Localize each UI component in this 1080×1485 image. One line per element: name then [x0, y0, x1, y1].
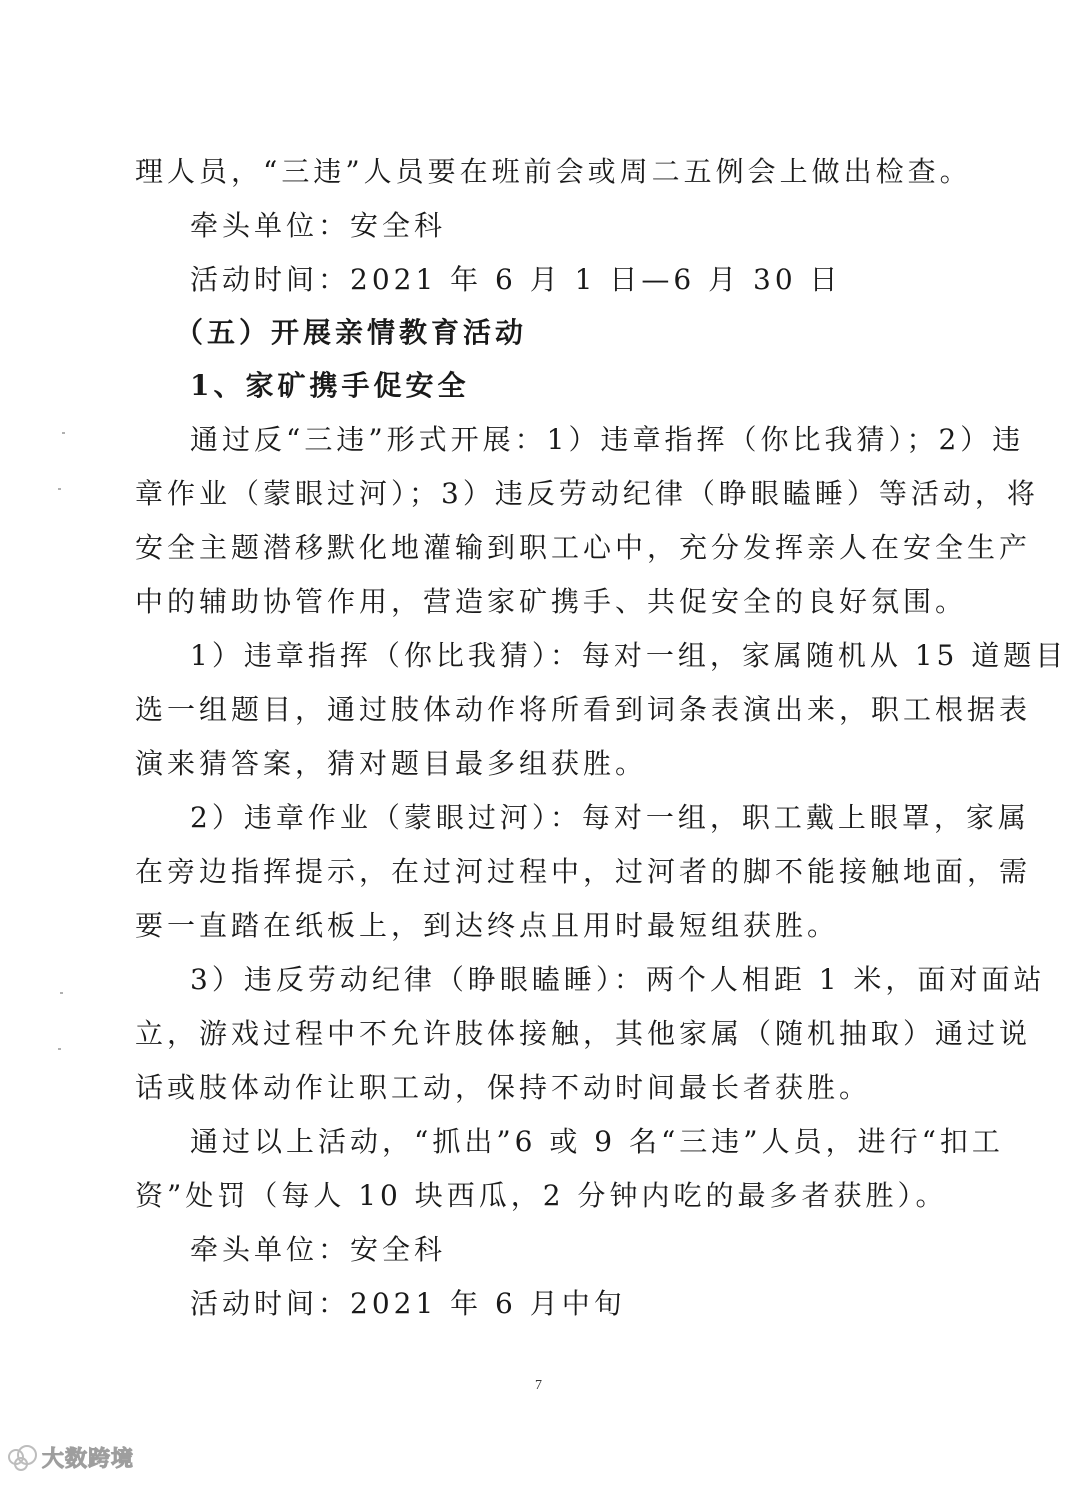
subsection-heading: 1、家矿携手促安全 [190, 369, 470, 402]
text-line: 要一直踏在纸板上，到达终点且用时最短组获胜。 [135, 909, 840, 942]
watermark-text: 大数跨境 [42, 1446, 135, 1472]
scan-speck [60, 992, 63, 994]
scan-speck [58, 488, 61, 490]
text-line: 通过以上活动，“抓出”6 或 9 名“三违”人员，进行“扣工 [190, 1125, 1004, 1158]
scan-speck [62, 432, 65, 434]
text-line: 安全主题潜移默化地灌输到职工心中，充分发挥亲人在安全生产 [135, 531, 1032, 564]
text-line: 章作业（蒙眼过河）；3）违反劳动纪律（睁眼瞌睡）等活动，将 [135, 477, 1039, 510]
text-line: 牵头单位：安全科 [190, 209, 447, 242]
watermark [8, 1440, 134, 1474]
text-line: 资”处罚（每人 10 块西瓜，2 分钟内吃的最多者获胜）。 [135, 1179, 948, 1212]
text-line: 在旁边指挥提示，在过河过程中，过河者的脚不能接触地面，需 [135, 855, 1032, 888]
text-line: 通过反“三违”形式开展：1）违章指挥（你比我猜）；2）违 [190, 423, 1025, 456]
text-line: 活动时间：2021 年 6 月中旬 [190, 1287, 626, 1320]
text-line: 选一组题目，通过肢体动作将所看到词条表演出来，职工根据表 [135, 693, 1032, 726]
text-line: 3）违反劳动纪律（睁眼瞌睡）：两个人相距 1 米，面对面站 [190, 963, 1046, 996]
text-line: 理人员，“三违”人员要在班前会或周二五例会上做出检查。 [135, 155, 972, 188]
page-number: 7 [535, 1378, 542, 1393]
section-heading: （五）开展亲情教育活动 [175, 316, 528, 349]
text-line: 话或肢体动作让职工动，保持不动时间最长者获胜。 [135, 1071, 872, 1104]
watermark-logo-icon [8, 1445, 38, 1469]
text-line: 活动时间：2021 年 6 月 1 日—6 月 30 日 [190, 263, 842, 296]
text-line: 牵头单位：安全科 [190, 1233, 447, 1266]
text-line: 2）违章作业（蒙眼过河）：每对一组，职工戴上眼罩，家属 [190, 801, 1030, 834]
text-line: 中的辅助协管作用，营造家矿携手、共促安全的良好氛围。 [135, 585, 968, 618]
text-line: 立，游戏过程中不允许肢体接触，其他家属（随机抽取）通过说 [135, 1017, 1032, 1050]
text-line: 1）违章指挥（你比我猜）：每对一组，家属随机从 15 道题目 [190, 639, 1068, 672]
scan-speck [58, 1048, 61, 1050]
text-line: 演来猜答案，猜对题目最多组获胜。 [135, 747, 648, 780]
